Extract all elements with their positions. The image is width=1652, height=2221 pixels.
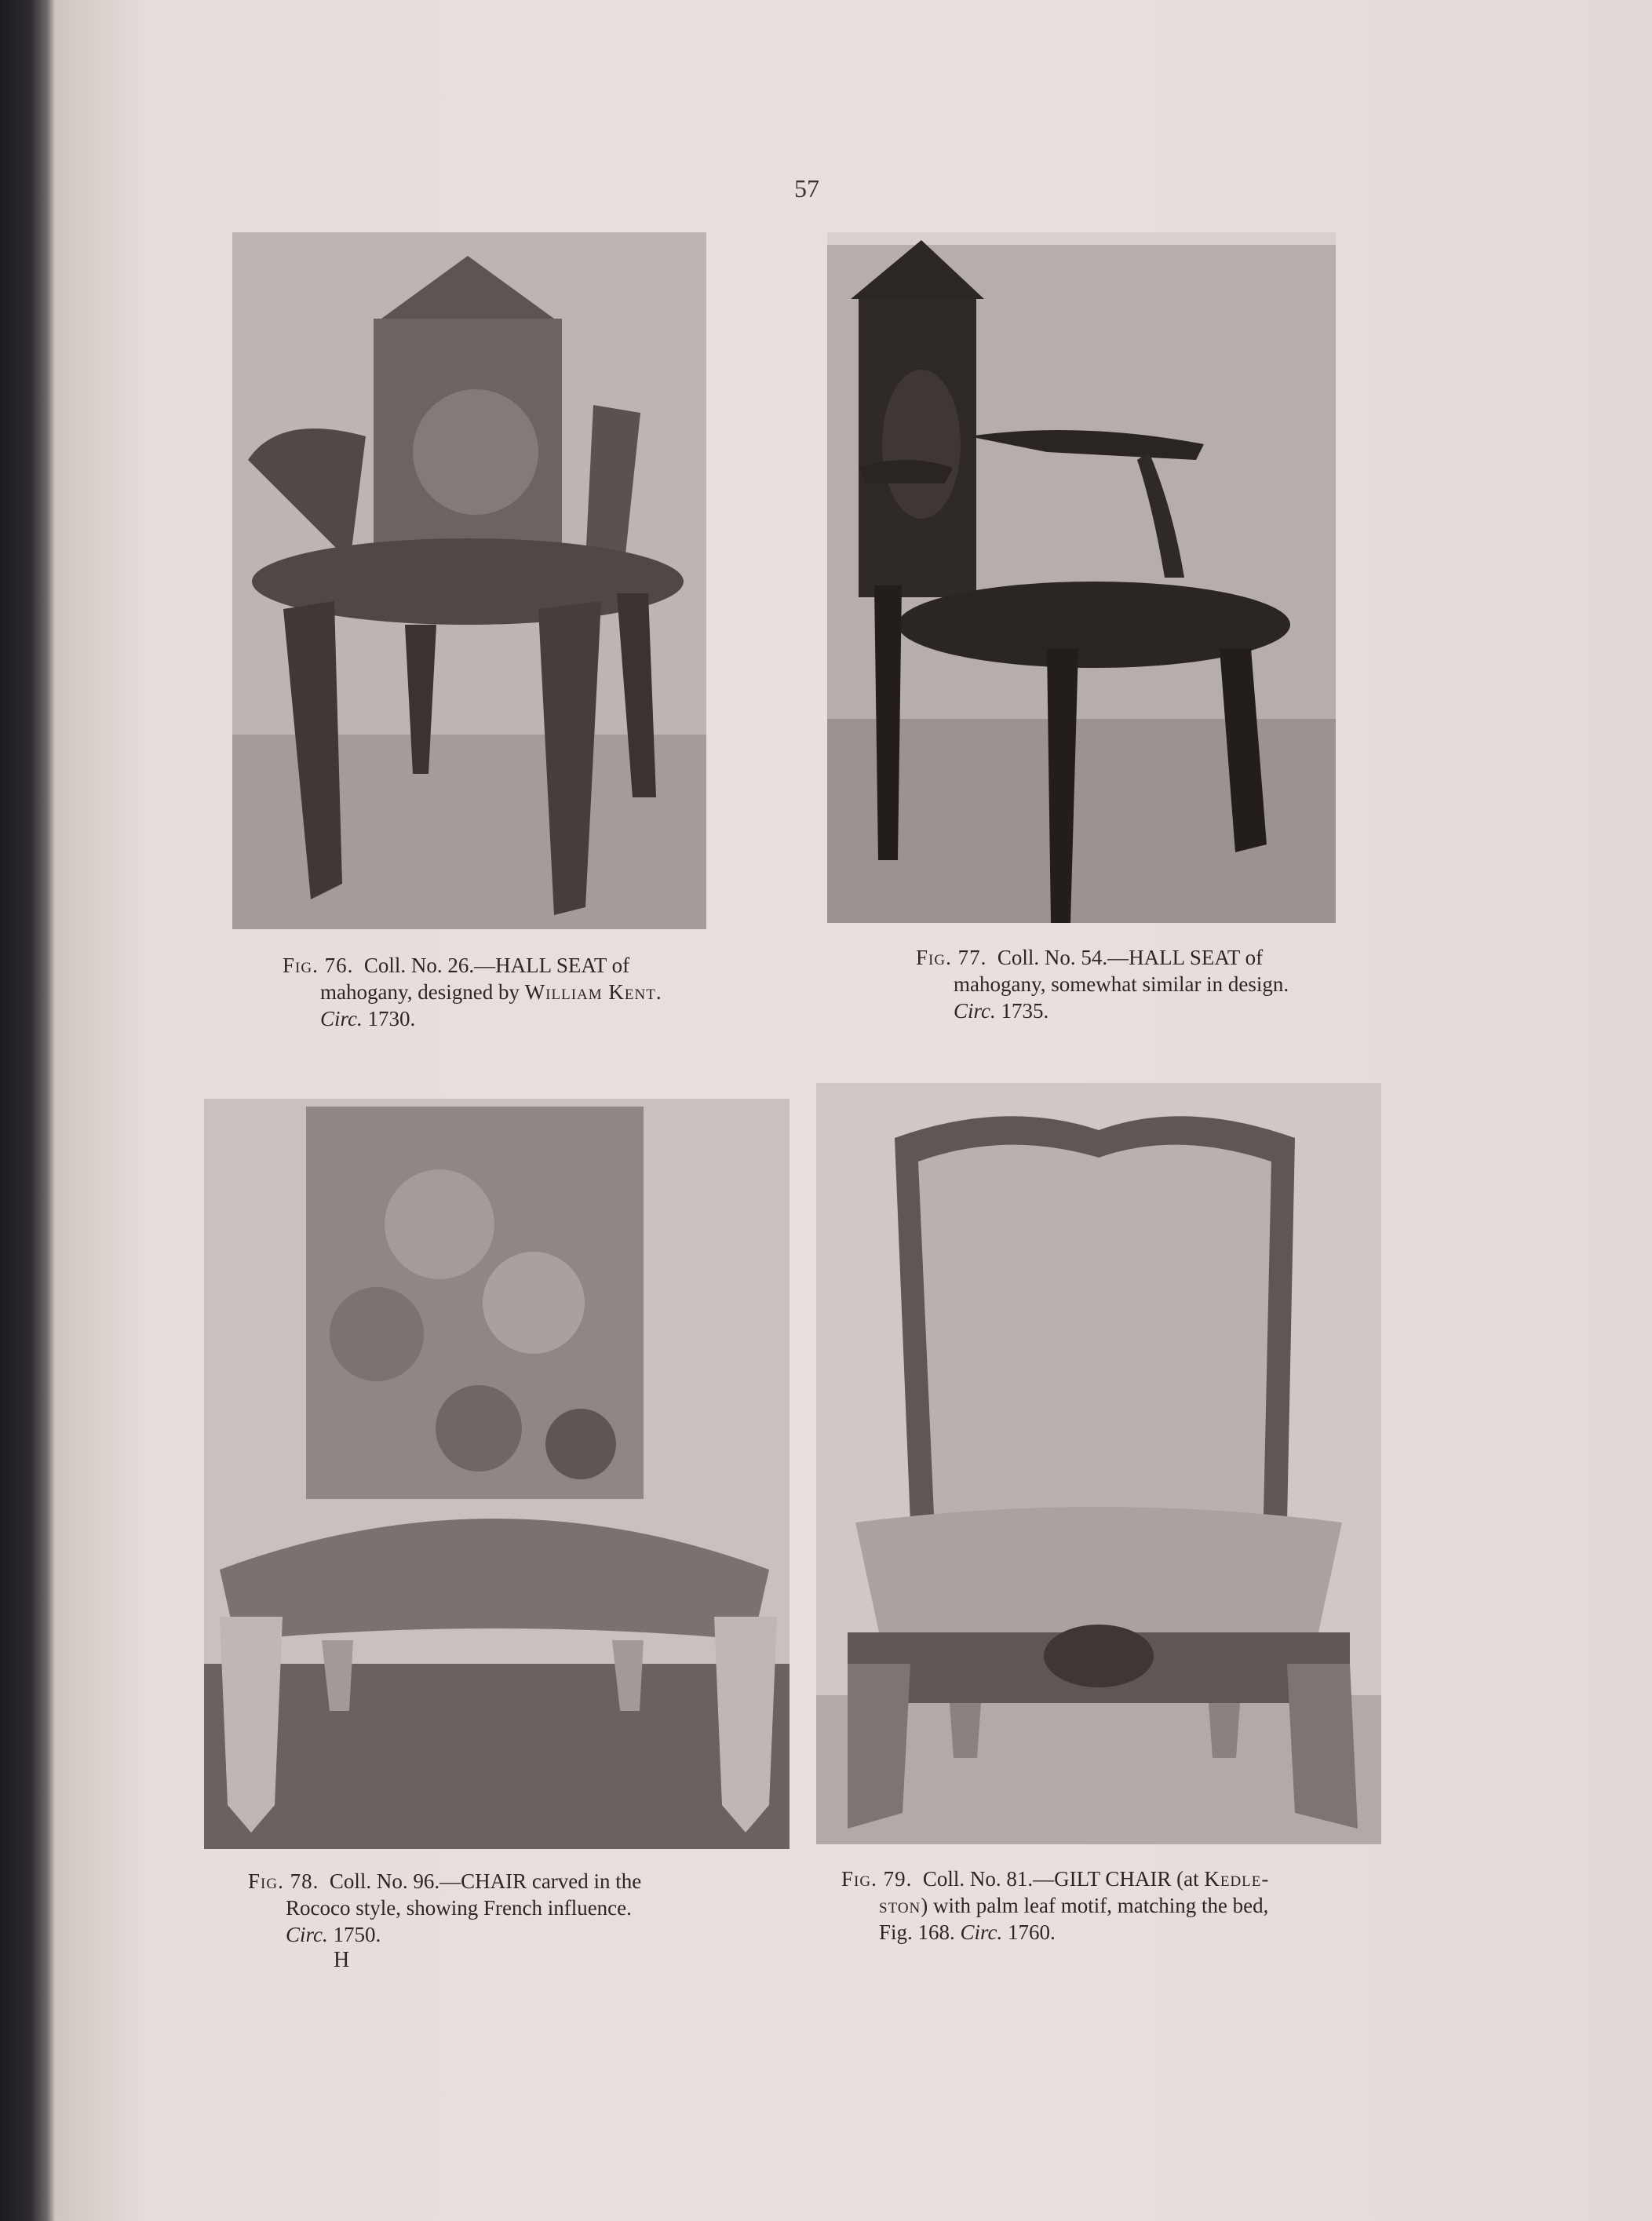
figure-79-photo <box>816 1083 1381 1844</box>
place-name: Kedle- <box>1204 1867 1270 1891</box>
circa-label: Circ. <box>320 1007 363 1030</box>
caption-line <box>916 971 1289 997</box>
caption-text: ) with palm leaf motif, matching the bed, <box>921 1894 1269 1917</box>
figure-78-photo <box>204 1099 790 1849</box>
caption-line <box>248 1921 641 1948</box>
caption-text: Coll. No. 96.—CHAIR carved in the <box>329 1869 642 1893</box>
place-name: ston <box>879 1894 921 1917</box>
figure-label: Fig. 77. <box>916 946 987 969</box>
caption-line <box>248 1868 641 1895</box>
page-number: 57 <box>794 174 819 202</box>
caption-text: mahogany, somewhat similar in design. <box>954 972 1289 996</box>
signature-mark: H <box>334 1948 350 1972</box>
figure-77-photo <box>827 232 1336 923</box>
caption-line <box>916 944 1289 971</box>
figure-77-caption <box>916 944 1289 1024</box>
caption-text: Coll. No. 54.—HALL SEAT of <box>997 946 1264 969</box>
book-page <box>55 0 1652 2221</box>
figure-label: Fig. 76. <box>283 954 354 977</box>
caption-line <box>283 1005 662 1032</box>
circa-year: 1730. <box>367 1007 416 1030</box>
designer-name: William Kent. <box>524 980 662 1004</box>
figure-76-caption <box>283 952 662 1032</box>
circa-year: 1750. <box>333 1923 381 1946</box>
caption-line <box>841 1892 1269 1919</box>
figure-76-photo <box>232 232 706 929</box>
caption-text: mahogany, designed by <box>320 980 525 1004</box>
circa-year: 1760. <box>1008 1920 1056 1944</box>
figure-79-caption <box>841 1865 1269 1946</box>
caption-line <box>283 979 662 1005</box>
caption-line <box>283 952 662 979</box>
caption-line <box>841 1919 1269 1946</box>
caption-text: Rococo style, showing French influence. <box>286 1896 632 1920</box>
caption-line <box>248 1895 641 1921</box>
caption-text: Coll. No. 26.—HALL SEAT of <box>363 954 630 977</box>
circa-year: 1735. <box>1001 999 1049 1023</box>
caption-text: Fig. 168. <box>879 1920 961 1944</box>
circa-label: Circ. <box>960 1920 1003 1944</box>
caption-text: Coll. No. 81.—GILT CHAIR (at <box>922 1867 1205 1891</box>
book-spine <box>0 0 55 2221</box>
figure-label: Fig. 79. <box>841 1867 913 1891</box>
figure-label: Fig. 78. <box>248 1869 319 1893</box>
caption-line <box>916 997 1289 1024</box>
circa-label: Circ. <box>286 1923 328 1946</box>
caption-line <box>841 1865 1269 1892</box>
figure-78-caption <box>248 1868 641 1948</box>
circa-label: Circ. <box>954 999 996 1023</box>
